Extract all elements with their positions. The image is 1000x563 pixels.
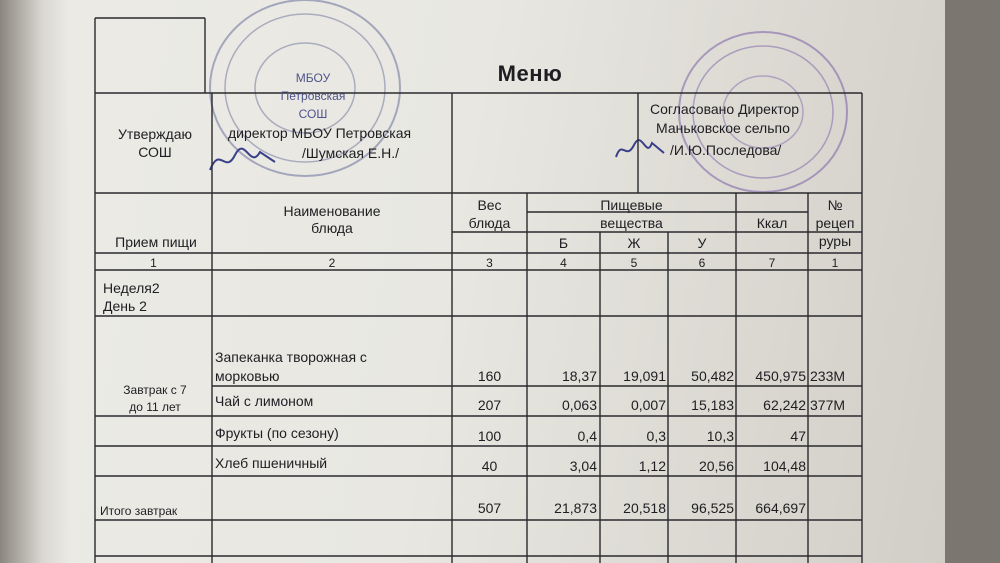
stamp-text-1: МБОУ [295, 71, 331, 85]
header-dish-2: блюда [311, 220, 353, 236]
total-b: 21,873 [554, 500, 597, 516]
row2-zh: 0,007 [630, 397, 666, 413]
row2-kcal: 62,242 [763, 397, 806, 413]
total-kcal: 664,697 [755, 500, 806, 516]
approve-label: Утверждаю СОШ [118, 126, 192, 160]
row3-zh: 0,3 [646, 428, 666, 444]
row4-zh: 1,12 [638, 458, 666, 474]
page-title: Меню [497, 61, 563, 86]
row3-dish: Фрукты (по сезону) [215, 425, 339, 441]
row4-u: 20,56 [698, 458, 734, 474]
col-num-4: 4 [560, 256, 567, 270]
row4-weight: 40 [481, 458, 498, 474]
header-recipe-3: руры [818, 233, 852, 249]
row1-b: 18,37 [561, 368, 597, 384]
header-meal: Прием пищи [115, 234, 197, 250]
stamp-text-2: Петровская [280, 89, 346, 103]
col-num-6: 6 [698, 256, 706, 270]
header-b: Б [558, 235, 569, 251]
meal-group-2: до 11 лет [129, 400, 181, 414]
row3-b: 0,4 [577, 428, 597, 444]
row2-weight: 207 [477, 397, 502, 413]
row1-u: 50,482 [691, 368, 734, 384]
row3-weight: 100 [477, 428, 502, 444]
row2-recipe: 377М [810, 397, 846, 413]
stamp-text-3: СОШ [298, 107, 328, 121]
header-u: У [697, 235, 707, 251]
header-kcal: Ккал [756, 215, 788, 231]
approve-director-name: /Шумская Е.Н./ [302, 145, 399, 161]
total-u: 96,525 [691, 500, 734, 516]
total-weight: 507 [477, 500, 502, 516]
day-label: День 2 [103, 298, 147, 314]
row2-b: 0,063 [561, 397, 597, 413]
agreed-name: /И.Ю.Последова/ [670, 142, 782, 158]
row4-b: 3,04 [569, 458, 597, 474]
header-weight-2: блюда [468, 215, 511, 231]
col-num-3: 3 [486, 256, 493, 270]
col-num-8: 1 [831, 256, 839, 270]
row1-kcal: 450,975 [755, 368, 806, 384]
total-label: Итого завтрак [100, 504, 178, 518]
header-nutrients-2: вещества [600, 215, 663, 231]
row1-dish-2: морковью [215, 368, 280, 384]
meal-group-1: Завтрак с 7 [123, 383, 187, 397]
header-dish-1: Наименование [283, 203, 381, 219]
row3-kcal: 47 [790, 428, 806, 444]
agreed-org: Маньковское сельпо [656, 120, 790, 136]
row1-zh: 19,091 [623, 368, 666, 384]
approve-director: директор МБОУ Петровская [228, 125, 412, 141]
agreed-label: Согласовано Директор [650, 101, 800, 117]
row4-kcal: 104,48 [763, 458, 806, 474]
row2-dish: Чай с лимоном [215, 393, 314, 409]
header-recipe-1: № [827, 197, 843, 213]
header-zh: Ж [627, 235, 641, 251]
total-zh: 20,518 [623, 500, 666, 516]
header-weight-1: Вес [477, 197, 502, 213]
row1-recipe: 233М [810, 368, 846, 384]
col-num-7: 7 [768, 256, 776, 270]
header-nutrients-1: Пищевые [600, 197, 663, 213]
col-num-5: 5 [630, 256, 638, 270]
col-num-2: 2 [328, 256, 336, 270]
col-num-1: 1 [150, 256, 157, 270]
header-recipe-2: рецеп [815, 215, 855, 231]
row3-u: 10,3 [706, 428, 734, 444]
row2-u: 15,183 [691, 397, 734, 413]
table-row: Запеканка творожная с [215, 349, 367, 365]
row1-weight: 160 [477, 368, 502, 384]
row4-dish: Хлеб пшеничный [215, 455, 328, 471]
week-label: Неделя2 [103, 280, 160, 296]
